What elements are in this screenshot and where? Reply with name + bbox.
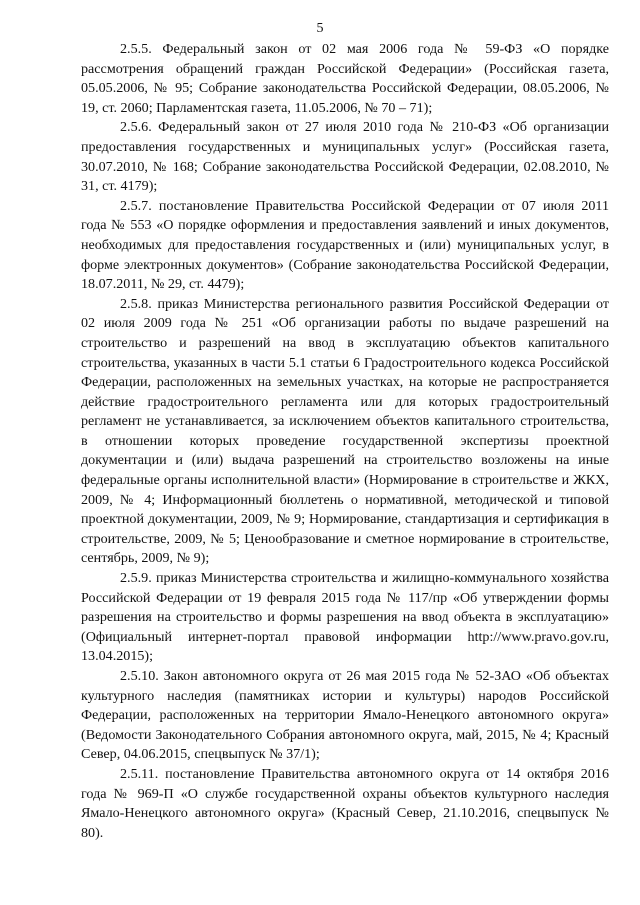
paragraph-2-5-10: 2.5.10. Закон автономного округа от 26 мая 2015 года № 52-ЗАО «Об объектах культурного наследия (памятниках истории и культуры) народов Российской Федерации, расположенных на территории Ямало-Ненецкого автономного округа» (Ведомости Законодательного Собрания автономного округа, май, 2015, № 4; Красный Север, 04.06.2015, спецвыпуск № 37/1);: [81, 668, 609, 763]
paragraph-2-5-7: 2.5.7. постановление Правительства Российской Федерации от 07 июля 2011 года № 553 «О порядке оформления и предоставления заявлений и иных документов, необходимых для предоставления государственных и (или) муниципальных услуг, в форме электронных документов» (Собрание законодательства Российской Федерации, 18.07.2011, № 29, ст. 4479);: [81, 197, 609, 293]
paragraph-2-5-9: 2.5.9. приказ Министерства строительства и жилищно-коммунального хозяйства Российской Федерации от 19 февраля 2015 года № 117/пр «Об утверждении формы разрешения на строительство и формы разрешения на ввод объекта в эксплуатацию» (Официальный интернет-портал правовой информации http://www.pravo.gov.ru, 13.04.2015);: [81, 570, 609, 665]
paragraph-2-5-6: 2.5.6. Федеральный закон от 27 июля 2010 года № 210-ФЗ «Об организации предоставления государственных и муниципальных услуг» (Российская газета, 30.07.2010, № 168; Собрание законодательства Российской Федерации, 02.08.2010, № 31, ст. 4179);: [81, 119, 609, 195]
page-number: 5: [316, 21, 324, 36]
paragraph-2-5-11: 2.5.11. постановление Правительства автономного округа от 14 октября 2016 года № 969-П «О службе государственной охраны объектов культурного наследия Ямало-Ненецкого автономного округа» (Красный Север, 21.10.2016, спецвыпуск № 80).: [81, 765, 609, 841]
paragraph-2-5-8: 2.5.8. приказ Министерства регионального развития Российской Федерации от 02 июля 2009 года № 251 «Об организации работы по выдаче разрешений на строительство и разрешений на ввод в эксплуатацию объектов капитального строительства, указанных в части 5.1 статьи 6 Градостроительного кодекса Российской Федерации, расположенных на земельных участках, на которые не распространяется действие градостроительного регламента или для которых градостроительный регламент не устанавливается, за исключением объектов капитального строительства, в отношении которых проведение государственной экспертизы проектной документации и (или) выдача разрешений на строительство возложены на иные федеральные органы исполнительной власти» (Нормирование в строительстве и ЖКХ, 2009, № 4; Информационный бюллетень о нормативной, методической и типовой проектной документации, 2009, № 9; Нормирование, стандартизация и сертификация в строительстве, 2009, № 5; Ценообразование и сметное нормирование в строительстве, сентябрь, 2009, № 9);: [81, 295, 609, 567]
document-body: [81, 40, 609, 843]
paragraph-2-5-5: 2.5.5. Федеральный закон от 02 мая 2006 года № 59-ФЗ «О порядке рассмотрения обращений граждан Российской Федерации» (Российская газета, 05.05.2006, № 95; Собрание законодательства Российской Федерации, 08.05.2006, № 19, ст. 2060; Парламентская газета, 11.05.2006, № 70 – 71);: [81, 41, 609, 116]
